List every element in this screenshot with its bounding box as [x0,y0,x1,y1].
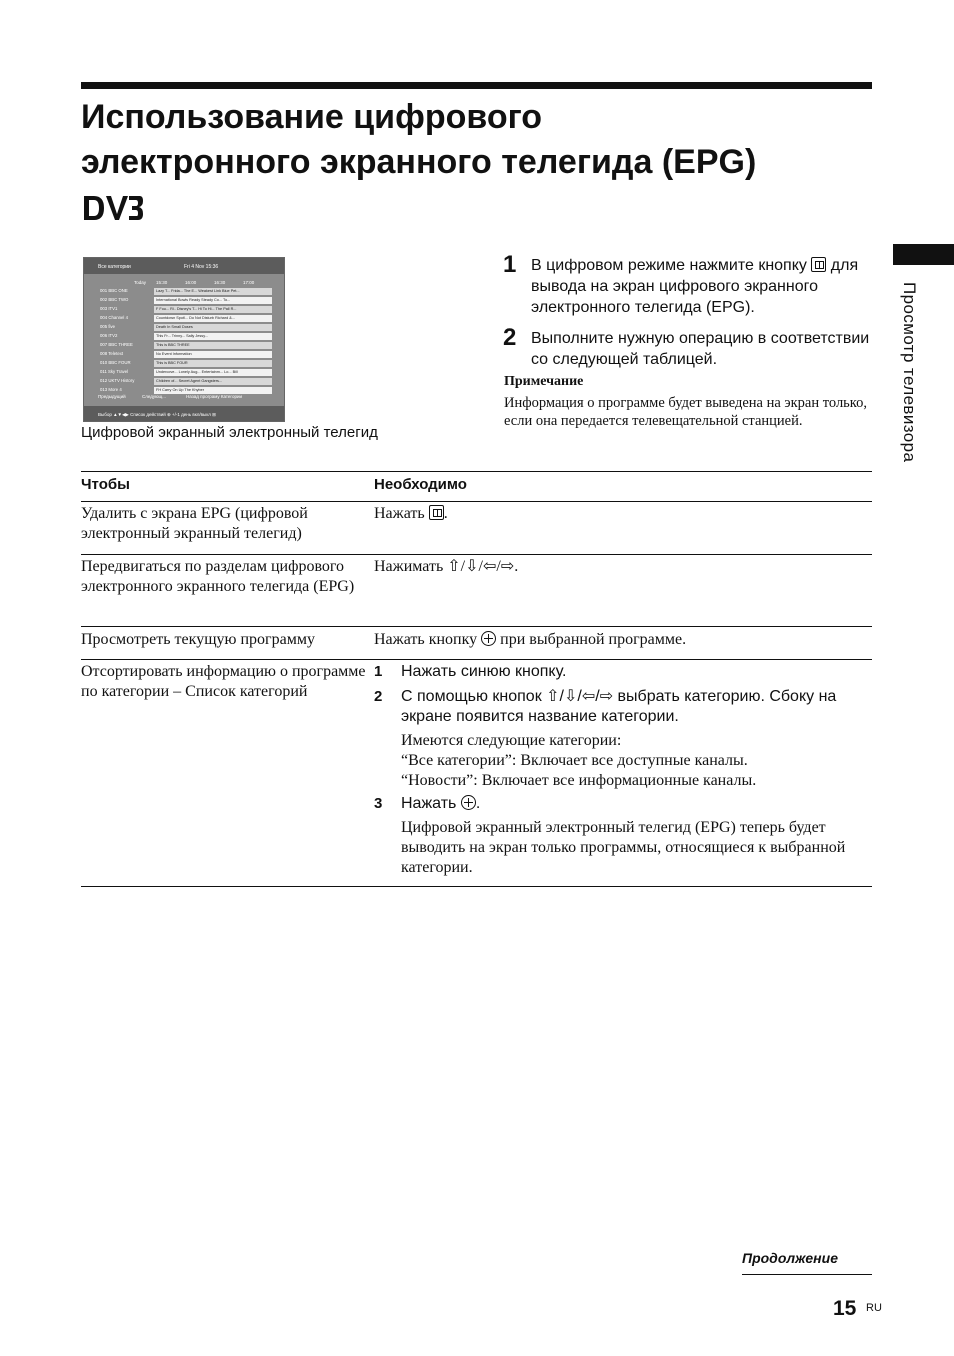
ok-button-icon [481,631,496,646]
epg-channel-row [98,332,273,341]
substep-text-part: . [475,795,481,812]
substep-extra: Цифровой экранный электронный телегид (EPG) теперь будет выводить на экран только программы, относящиеся к выбранной категории. [401,819,846,876]
epg-prev-label: Предыдущий [98,394,126,399]
epg-channel-row [98,350,273,359]
epg-time: 17:00 [243,280,255,285]
category-news: “Новости”: Включает все информационные каналы. [401,772,757,789]
table-rule [81,554,872,555]
step-text-part: для вывода на экран цифрового экранного электронного телегида (EPG). [531,257,859,316]
epg-today-label: Today [134,280,147,285]
epg-header [84,258,284,274]
epg-program-cell: This Fr... Trinny... Sally Jessy... [154,333,272,340]
epg-channel-row [98,359,273,368]
epg-back-label: Назад програму Категории [186,394,242,399]
cell-text: Нажать кнопку [374,631,478,648]
epg-header-category: Все категории [98,264,131,270]
epg-channel-name: 013 More 4 [100,387,122,392]
page-title [81,95,881,185]
epg-time: 16:00 [185,280,197,285]
table-cell-do [374,504,874,524]
table-rule [81,626,872,627]
category-all: “Все категории”: Включает все доступные каналы. [401,752,748,769]
epg-program-cell: Undercove... Lonely Aug... Entertainm... Lo... Bill [154,369,272,376]
epg-time: 15:30 [156,280,168,285]
step-number: 2 [503,324,517,351]
dvb-logo-icon [82,194,144,222]
epg-screenshot [83,257,285,422]
table-cell-do [374,630,874,650]
epg-program-cell: Death In Small Doses [154,324,272,331]
note-text: Информация о программе будет выведена на экран только, если она передается телевещательной станцией. [504,395,867,429]
table-cell-to: Передвигаться по разделам цифрового электронного экранного телегида (EPG) [81,558,355,595]
epg-channel-name: 001 BBC ONE [100,288,128,293]
table-rule [81,886,872,887]
cell-text: Нажать [374,505,425,522]
substep-extra [401,731,873,791]
step-text-part: В цифровом режиме нажмите кнопку [531,257,807,274]
guide-button-icon [811,257,826,272]
epg-channel-name: 010 BBC FOUR [100,360,131,365]
note-title: Примечание [504,374,584,389]
guide-button-icon [429,505,444,520]
continued-label: Продолжение [742,1250,838,1266]
epg-next-label: Следующ... [142,394,166,399]
substep-text-part: Нажать [401,795,457,812]
substep-text: С помощью кнопок ⇧/⇩/⇦/⇨ выбрать категорию. Сбоку на экране появится название категории. [401,688,837,725]
epg-channel-row [98,287,273,296]
table-cell-to: Отсортировать информацию о программе по категории – Список категорий [81,663,366,700]
epg-footer [84,406,284,422]
title-line-1: Использование цифрового [81,98,543,136]
epg-channel-row [98,314,273,323]
epg-channel-name: 011 Sky Travel [100,369,129,374]
epg-channel-name: 004 Channel 4 [100,315,128,320]
epg-channel-name: 012 UKTV History [100,378,135,383]
substep-number: 3 [374,795,383,812]
page-language: RU [866,1302,882,1314]
epg-channel-name: 003 ITV1 [100,306,118,311]
table-cell-to: Удалить с экрана EPG (цифровой электронный экранный телегид) [81,505,308,542]
epg-program-cell: No Event Information [154,351,272,358]
epg-program-cell: This is BBC FOUR [154,360,272,367]
substep-number: 2 [374,688,383,705]
ok-button-icon [461,795,476,810]
step-text [531,255,871,318]
epg-channel-row [98,341,273,350]
table-header-to: Чтобы [81,476,130,493]
table-rule [81,501,872,502]
epg-header-date: Fri 4 Nov 15:36 [184,264,219,270]
category-intro: Имеются следующие категории: [401,732,622,749]
epg-channel-row [98,377,273,386]
cell-text: при выбранной программе. [500,631,687,648]
section-side-label: Просмотр телевизора [900,282,919,463]
table-cell-to: Просмотреть текущую программу [81,631,315,648]
top-rule [81,82,872,89]
step-text: Выполните нужную операцию в соответствии со следующей таблицей. [531,330,870,368]
epg-channel-row [98,296,273,305]
epg-time: 16:30 [214,280,226,285]
epg-channel-name: 007 BBC THREE [100,342,133,347]
epg-channel-name: 005 five [100,324,116,329]
epg-program-cell: FH Carry On Up The Khyber [154,387,272,394]
epg-program-cell: International Bowls Ready Steady Co... To... [154,297,272,304]
epg-channel-row [98,323,273,332]
title-line-2: электронного экранного телегида (EPG) [81,143,757,181]
table-rule [81,659,872,660]
epg-channel-row [98,305,273,314]
epg-program-cell: This is BBC THREE [154,342,272,349]
epg-footer-text: Выбор ▲▼◀▶ Список действий ⊕ +/-1 день вкл/выкл ⊞ [98,412,216,417]
substep-number: 1 [374,663,383,680]
figure-caption: Цифровой экранный электронный телегид [81,424,378,441]
cell-text: . [443,505,448,522]
epg-channel-name: 008 Teletext [100,351,124,356]
table-header-do: Необходимо [374,476,467,493]
epg-program-cell: Children of... Secret Agent Gangsters... [154,378,272,385]
page-number: 15 [833,1297,857,1320]
table-rule [81,471,872,472]
epg-program-cell: F Fou... Rl.. Disney's T... Hi To Hi... The Pall R... [154,306,272,313]
step-number: 1 [503,251,517,278]
table-cell-do: Нажимать ⇧/⇩/⇦/⇨. [374,558,519,575]
epg-channel-row [98,368,273,377]
epg-program-cell: Lazy T... Frida... The E... Weakest Link Blue Pet... [154,288,272,295]
epg-channel-name: 006 ITV2 [100,333,118,338]
epg-program-cell: Countdown Spotl... Do Not Disturb Richard &... [154,315,272,322]
epg-channel-name: 002 BBC TWO [100,297,129,302]
section-tab-marker [893,244,954,265]
substep-text [401,794,873,814]
epg-channel-grid [98,287,273,395]
continued-rule [742,1274,872,1275]
substep-text: Нажать синюю кнопку. [401,663,567,680]
